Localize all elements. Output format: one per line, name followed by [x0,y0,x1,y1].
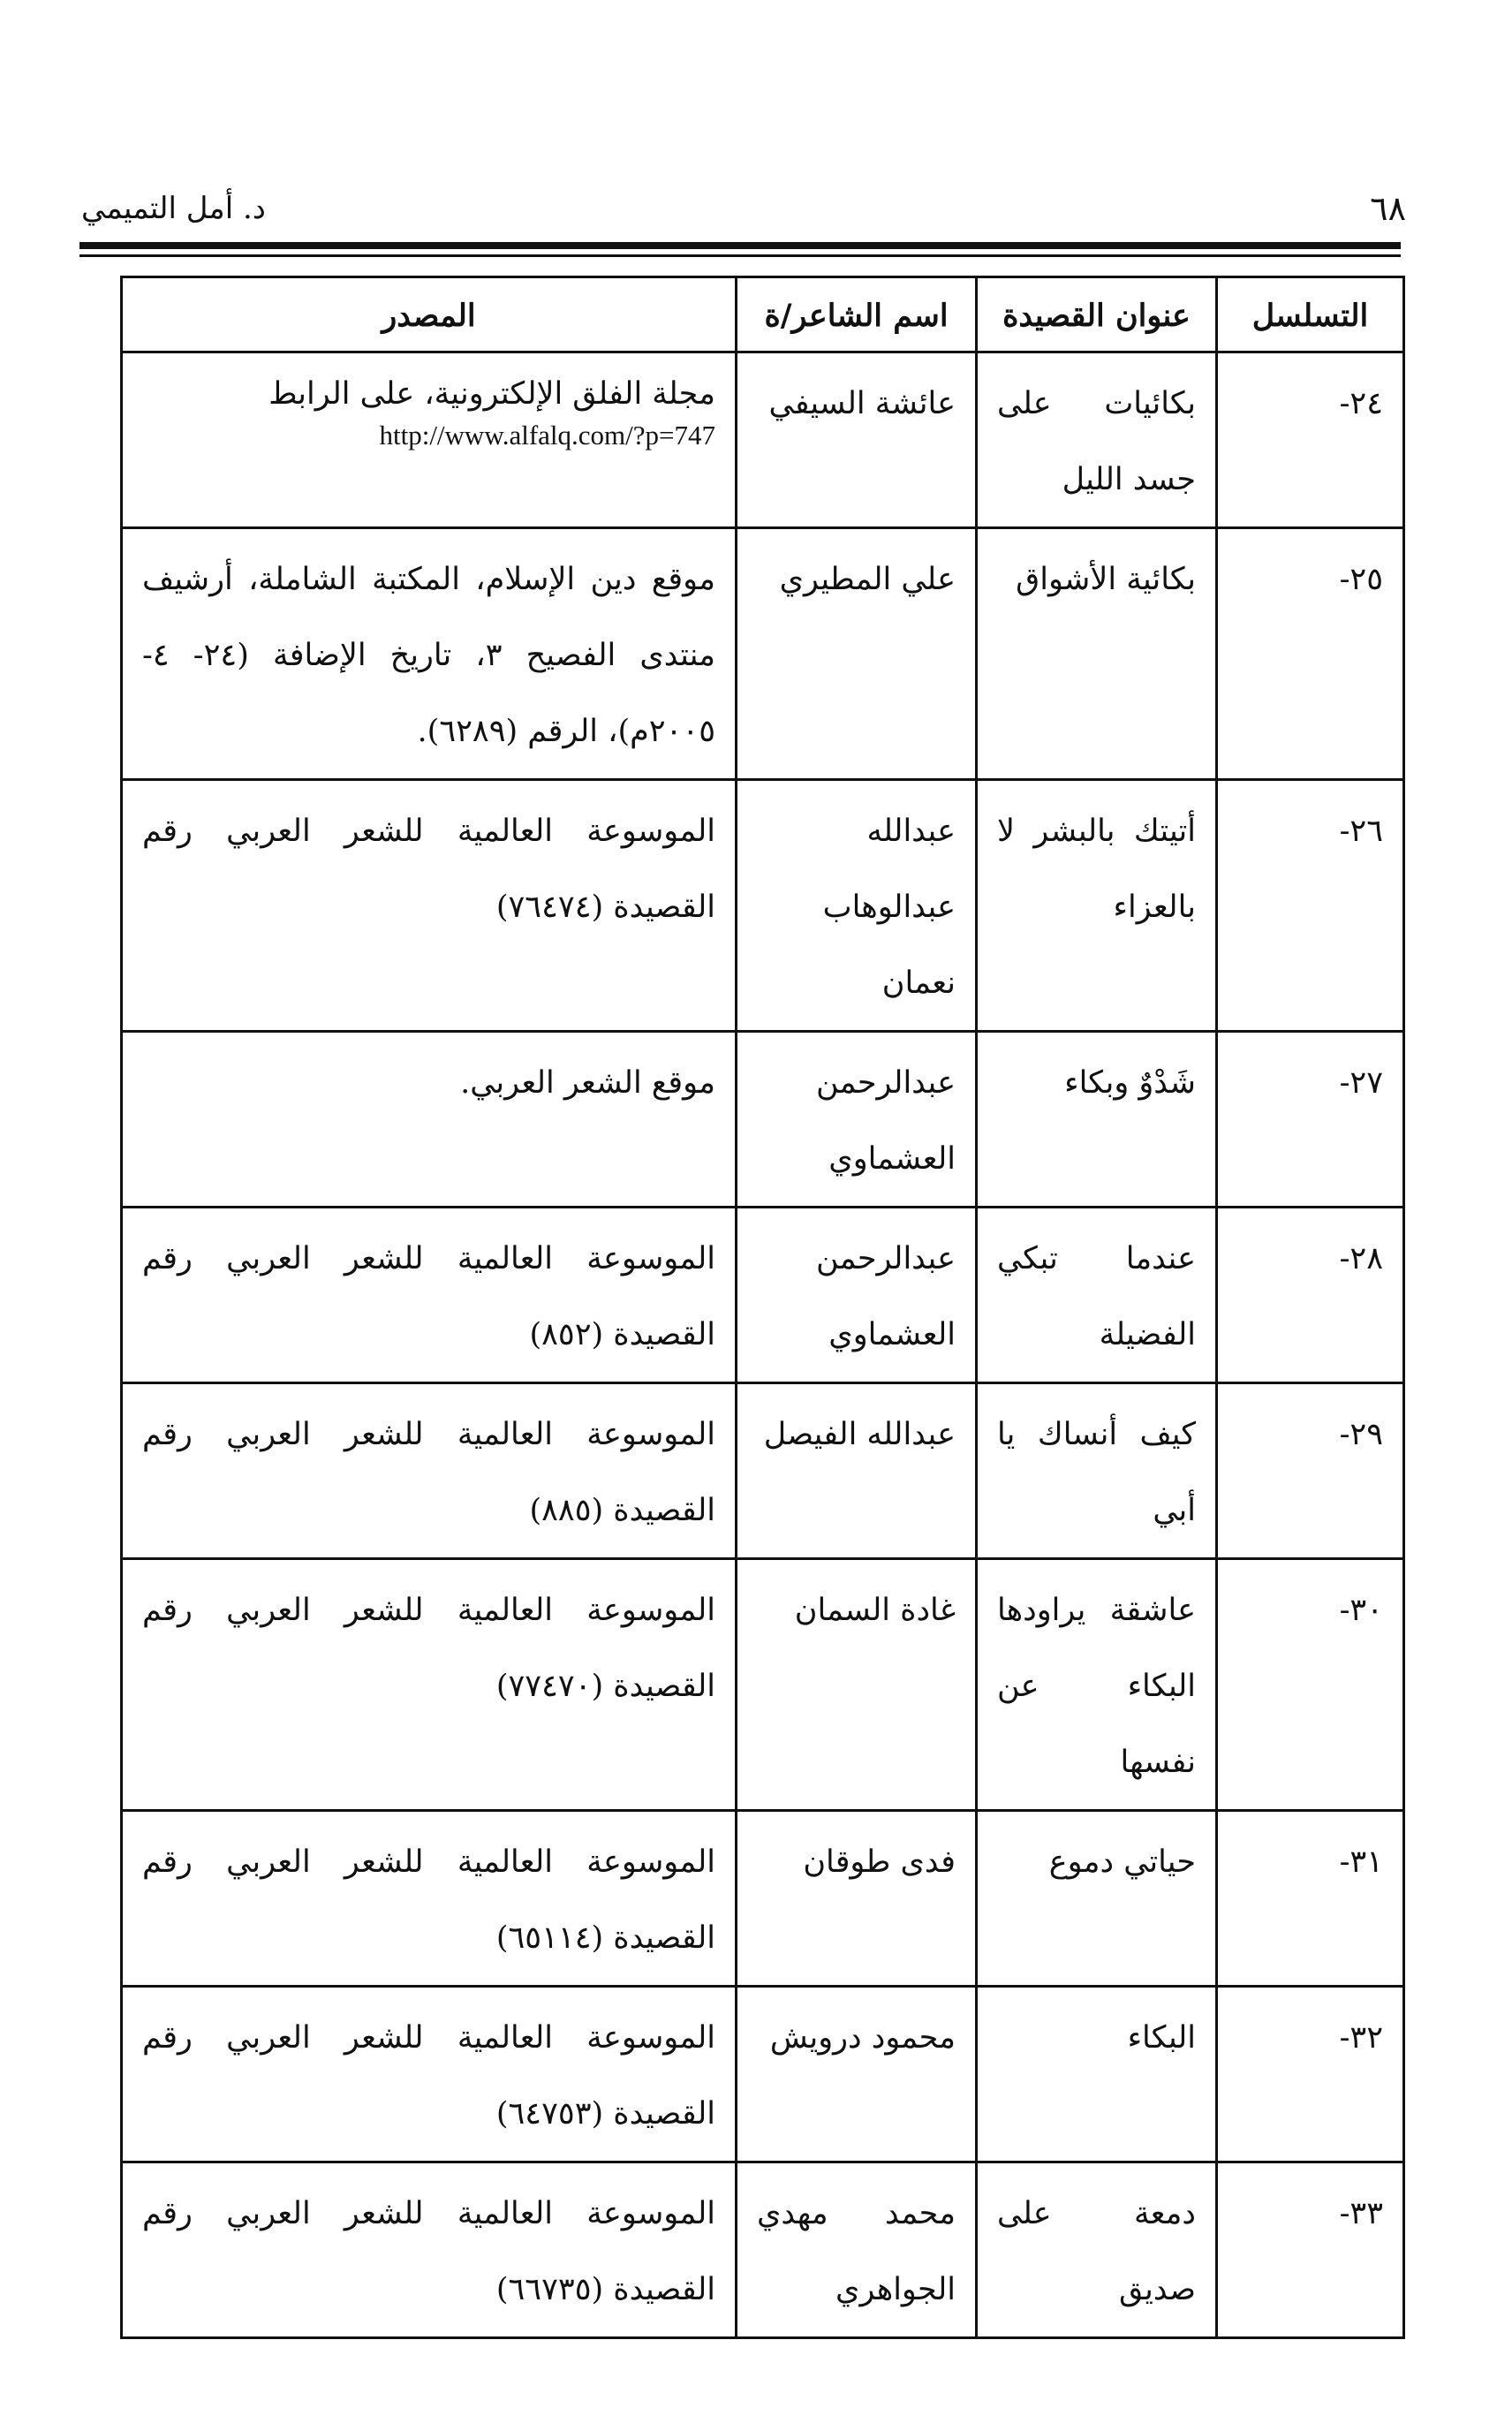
page-number: ٦٨ [1370,189,1406,228]
poet-name-cell: علي المطيري [737,528,977,780]
source-text: مجلة الفلق الإلكترونية، على الرابط [268,376,715,412]
header-rule-thick [79,242,1401,249]
table-row [122,352,1404,528]
column-header-source: المصدر [122,277,737,352]
poet-name-cell: عبدالرحمن العشماوي [737,1032,977,1208]
serial-cell: ٢٩- [1217,1383,1404,1559]
serial-cell: ٣١- [1217,1811,1404,1987]
serial-cell: ٢٤- [1217,352,1404,528]
source-cell: الموسوعة العالمية للشعر العربي رقم القصيدة (٧٧٤٧٠) [122,1559,737,1811]
serial-cell: ٢٥- [1217,528,1404,780]
table-row [122,1032,1404,1208]
column-header-title: عنوان القصيدة [977,277,1217,352]
serial-cell: ٣٢- [1217,1987,1404,2162]
poem-title-cell: حياتي دموع [977,1811,1217,1987]
poem-title-cell: دمعة على صديق [977,2162,1217,2338]
serial-cell: ٢٨- [1217,1208,1404,1383]
table-row [122,1208,1404,1383]
source-cell: الموسوعة العالمية للشعر العربي رقم القصيدة (٧٦٤٧٤) [122,780,737,1032]
table-row [122,1383,1404,1559]
poem-title-cell: عندما تبكي الفضيلة [977,1208,1217,1383]
header-rule-thin [79,254,1401,257]
poet-name-cell: غادة السمان [737,1559,977,1811]
poem-title-cell: شَدْوٌ وبكاء [977,1032,1217,1208]
source-cell: موقع الشعر العربي. [122,1032,737,1208]
poem-title-cell: بكائية الأشواق [977,528,1217,780]
poet-name-cell: عبدالرحمن العشماوي [737,1208,977,1383]
poem-title-cell: بكائيات على جسد الليل [977,352,1217,528]
source-cell: الموسوعة العالمية للشعر العربي رقم القصيدة (٨٨٥) [122,1383,737,1559]
poet-name-cell: عائشة السيفي [737,352,977,528]
table-row [122,780,1404,1032]
source-cell: موقع دين الإسلام، المكتبة الشاملة، أرشيف منتدى الفصيح ٣، تاريخ الإضافة (٢٤- ٤- ٢٠٠٥م)، الرقم (٦٢٨٩). [122,528,737,780]
table-header-row [122,277,1404,352]
column-header-serial: التسلسل [1217,277,1404,352]
source-cell: الموسوعة العالمية للشعر العربي رقم القصيدة (٦٦٧٣٥) [122,2162,737,2338]
poet-name-cell: عبدالله الفيصل [737,1383,977,1559]
source-url: http://www.alfalq.com/?p=747 [379,420,715,451]
poem-title-cell: البكاء [977,1987,1217,2162]
table-row [122,1559,1404,1811]
table-row [122,1987,1404,2162]
poet-name-cell: عبدالله عبدالوهاب نعمان [737,780,977,1032]
serial-cell: ٢٧- [1217,1032,1404,1208]
column-header-poet: اسم الشاعر/ة [737,277,977,352]
source-cell: الموسوعة العالمية للشعر العربي رقم القصيدة (٨٥٢) [122,1208,737,1383]
poet-name-cell: فدى طوقان [737,1811,977,1987]
table-row [122,1811,1404,1987]
poem-title-cell: أتيتك بالبشر لا بالعزاء [977,780,1217,1032]
poet-name-cell: محمود درويش [737,1987,977,2162]
running-header-author: د. أمل التميمي [81,191,266,226]
poem-title-cell: كيف أنساك يا أبي [977,1383,1217,1559]
source-cell [122,352,737,528]
poet-name-cell: محمد مهدي الجواهري [737,2162,977,2338]
serial-cell: ٢٦- [1217,780,1404,1032]
source-cell: الموسوعة العالمية للشعر العربي رقم القصيدة (٦٥١١٤) [122,1811,737,1987]
table-row [122,2162,1404,2338]
running-header [0,173,1512,235]
serial-cell: ٣٠- [1217,1559,1404,1811]
table-row [122,528,1404,780]
poems-table [120,276,1405,2339]
source-cell: الموسوعة العالمية للشعر العربي رقم القصيدة (٦٤٧٥٣) [122,1987,737,2162]
poem-title-cell: عاشقة يراودها البكاء عن نفسها [977,1559,1217,1811]
serial-cell: ٣٣- [1217,2162,1404,2338]
